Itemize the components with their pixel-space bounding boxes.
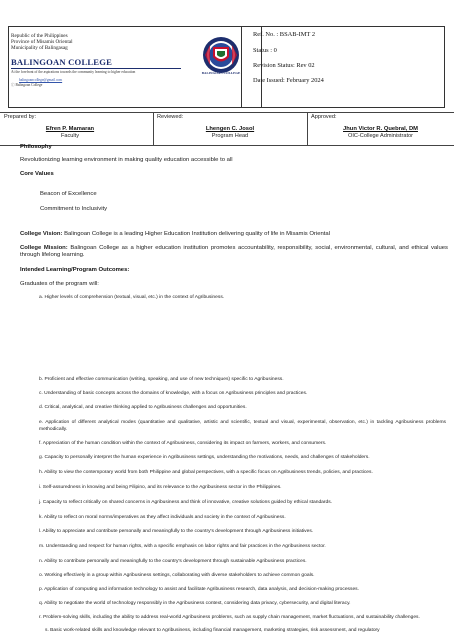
philosophy-heading: Philosophy — [20, 144, 52, 150]
prepared-label: Prepared by: — [4, 114, 37, 120]
outcome-item: a. Higher levels of comprehension (textual, visual, etc.) in the context of Agribusiness. — [39, 295, 225, 300]
vision-label: College Vision: — [20, 231, 63, 237]
core-values-heading: Core Values — [20, 171, 54, 177]
vision-text: Balingoan College is a leading Higher Education Institution delivering quality of life in Misamis Oriental — [62, 231, 330, 237]
college-seal — [201, 35, 241, 79]
approver-name: Jhun Victor R. Quebral, DM — [343, 126, 418, 132]
outcome-item: n. Ability to contribute personally and meaningfully to the country's development through sustainable Agribusiness practices. — [39, 559, 307, 564]
graduates-intro: Graduates of the program will: — [20, 281, 99, 287]
header-divider — [241, 27, 242, 107]
mission-label: College Mission: — [20, 245, 68, 251]
outcome-item: m. Understanding and respect for human rights, with a specific emphasis on labor rights and fair practices in the Agribusiness sector. — [39, 544, 326, 549]
facebook-icon: ⓘ — [11, 83, 15, 87]
outcome-item: o. Working effectively in a group within Agribusiness settings, collaborating with diverse stakeholders to achieve common goals. — [39, 573, 315, 578]
college-mission — [20, 245, 448, 259]
college-name: BALINGOAN COLLEGE — [11, 57, 113, 67]
philosophy-text: Revolutionizing learning environment in making quality education accessible to all — [20, 157, 233, 163]
outcome-item: s. Basic work-related skills and knowledge relevant to Agribusiness, including financial management, marketing strategies, risk assessment, and regulatory — [45, 628, 380, 633]
outcome-item: k. Ability to reflect on moral norms/imperatives as they affect individuals and society in the context of Agribusiness. — [39, 515, 286, 520]
outcome-item: r. Problem-solving skills, including the ability to address real-world Agribusiness problems, such as supply chain management, market fluctuations, and sustainability challenges. — [39, 615, 420, 620]
outcome-item: p. Application of computing and information technology to assist and facilitate Agribusiness research, data analysis, and decision-making processes. — [39, 587, 359, 592]
college-vision — [20, 231, 448, 238]
outcome-item: i. Self-assuredness in knowing and being Filipino, and its relevance to the Agribusiness sector in the Philippines. — [39, 485, 282, 490]
outcome-item: b. Proficient and effective communication (writing, speaking, and use of new techniques) specific to Agribusiness. — [39, 377, 284, 382]
revision-status: Revision Status: Rev 02 — [253, 62, 315, 69]
institution-line: Province of Misamis Oriental — [11, 39, 73, 45]
document-header — [8, 26, 445, 108]
preparer-role: Faculty — [60, 133, 80, 139]
signatories-table — [0, 112, 454, 146]
status: Status : 0 — [253, 47, 277, 54]
approver-role: OIC-College Administrator — [348, 133, 413, 139]
outcome-item: e. Application of different analytical modes (quantitative and qualitative, artistic and scientific, textual and visual, experimental, observation, etc.) in tackling Agribusiness problems methodically. — [39, 420, 446, 432]
outcome-item: g. Capacity to personally interpret the human experience in Agribusiness settings, understanding the motivations, needs, and challenges of stakeholders. — [39, 455, 370, 460]
institution-line: Municipality of Balingasag — [11, 45, 68, 51]
outcome-item: c. Understanding of basic concepts across the domains of knowledge, with a focus on Agribusiness principles and practices. — [39, 391, 308, 396]
date-issued: Date Issued: February 2024 — [253, 77, 324, 84]
facebook-handle: ⓘ Balingoan College — [11, 83, 43, 87]
tagline: At the forefront of the aspirations towards the community learning to higher education — [11, 70, 136, 74]
seal-caption: BALINGOAN COLLEGE — [201, 71, 241, 75]
core-value-item: Beacon of Excellence — [40, 191, 97, 197]
outcome-item: d. Critical, analytical, and creative thinking applied to Agribusiness challenges and opportunities. — [39, 405, 247, 410]
mission-text: Balingoan College as a higher education institution promotes accountability, responsibility, social, environmental, cultural, and ethical values through lifelong learning. — [20, 245, 448, 258]
title-rule — [11, 68, 181, 69]
email-link[interactable]: balingoancollege@gmail.com — [19, 78, 63, 82]
outcome-item: l. Ability to appreciate and contribute personally and meaningfully to the country's development through Agribusiness initiatives. — [39, 529, 314, 534]
outcome-item: h. Ability to view the contemporary world from both Philippine and global perspectives, with a specific focus on Agribusiness trends, policies, and practices. — [39, 470, 373, 475]
outcome-item: q. Ability to negotiate the world of technology responsibly in the Agribusiness context, considering data privacy, cybersecurity, and digital literacy. — [39, 601, 351, 606]
approved-label: Approved: — [311, 114, 337, 120]
ilo-heading: Intended Learning/Program Outcomes: — [20, 267, 130, 273]
core-value-item: Commitment to Inclusivity — [40, 206, 108, 212]
outcome-item: j. Capacity to reflect critically on shared concerns in Agribusiness and think of innovative, creative solutions guided by ethical standards. — [39, 500, 333, 505]
reviewed-label: Reviewed: — [157, 114, 184, 120]
outcome-item: f. Appreciation of the human condition within the context of Agribusiness, considering its impact on farmers, workers, and consumers. — [39, 441, 327, 446]
ref-no: Ref. No. : BSAB-IMT 2 — [253, 31, 316, 38]
preparer-name: Efren P. Mamaran — [45, 126, 95, 132]
institution-line: Republic of the Philippines — [11, 33, 68, 39]
reviewer-role: Program Head — [211, 133, 249, 139]
reviewer-name: Lhengen C. Josol — [205, 126, 255, 132]
